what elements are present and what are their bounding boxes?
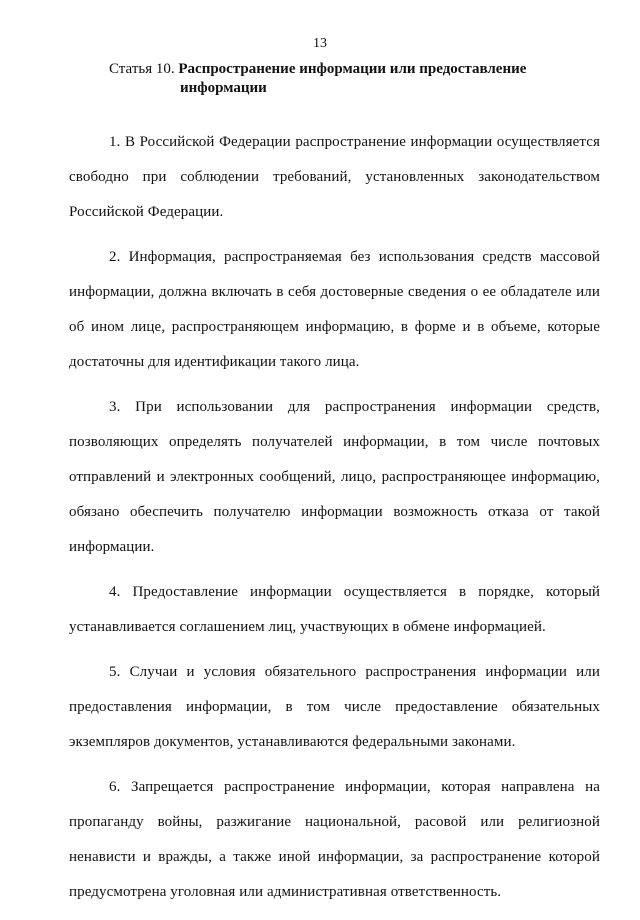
paragraph-1: 1. В Российской Федерации распространение информации осуществляется свободно при соблюдении требований, установленных законодательством Российской Федерации. xyxy=(69,134,600,220)
paragraph-6: 6. Запрещается распространение информации, которая направлена на пропаганду войны, разжигание национальной, расовой или религиозной ненависти и вражды, а также иной информации, за распространение которой предусмотрена уголовная или административная ответственность. xyxy=(69,779,600,900)
article-heading xyxy=(109,60,569,98)
paragraph-2: 2. Информация, распространяемая без использования средств массовой информации, должна включать в себя достоверные сведения о ее обладателе или об ином лице, распространяющем информацию, в форме и в объеме, которые достаточны для идентификации такого лица. xyxy=(69,249,600,370)
article-title-line1: Распространение информации или предоставление xyxy=(178,61,527,77)
article-title-line2: информации xyxy=(180,80,267,96)
page-number: 13 xyxy=(313,36,327,51)
paragraph-4: 4. Предоставление информации осуществляется в порядке, который устанавливается соглашением лиц, участвующих в обмене информацией. xyxy=(69,584,600,635)
paragraph-5: 5. Случаи и условия обязательного распространения информации или предоставления информации, в том числе предоставление обязательных экземпляров документов, устанавливаются федеральными законами. xyxy=(69,664,600,750)
paragraph-3: 3. При использовании для распространения информации средств, позволяющих определять получателей информации, в том числе почтовых отправлений и электронных сообщений, лицо, распространяющее информацию, обязано обеспечить получателю информации возможность отказа от такой информации. xyxy=(69,399,600,555)
article-body xyxy=(69,125,600,920)
article-label: Статья 10. xyxy=(109,61,175,77)
